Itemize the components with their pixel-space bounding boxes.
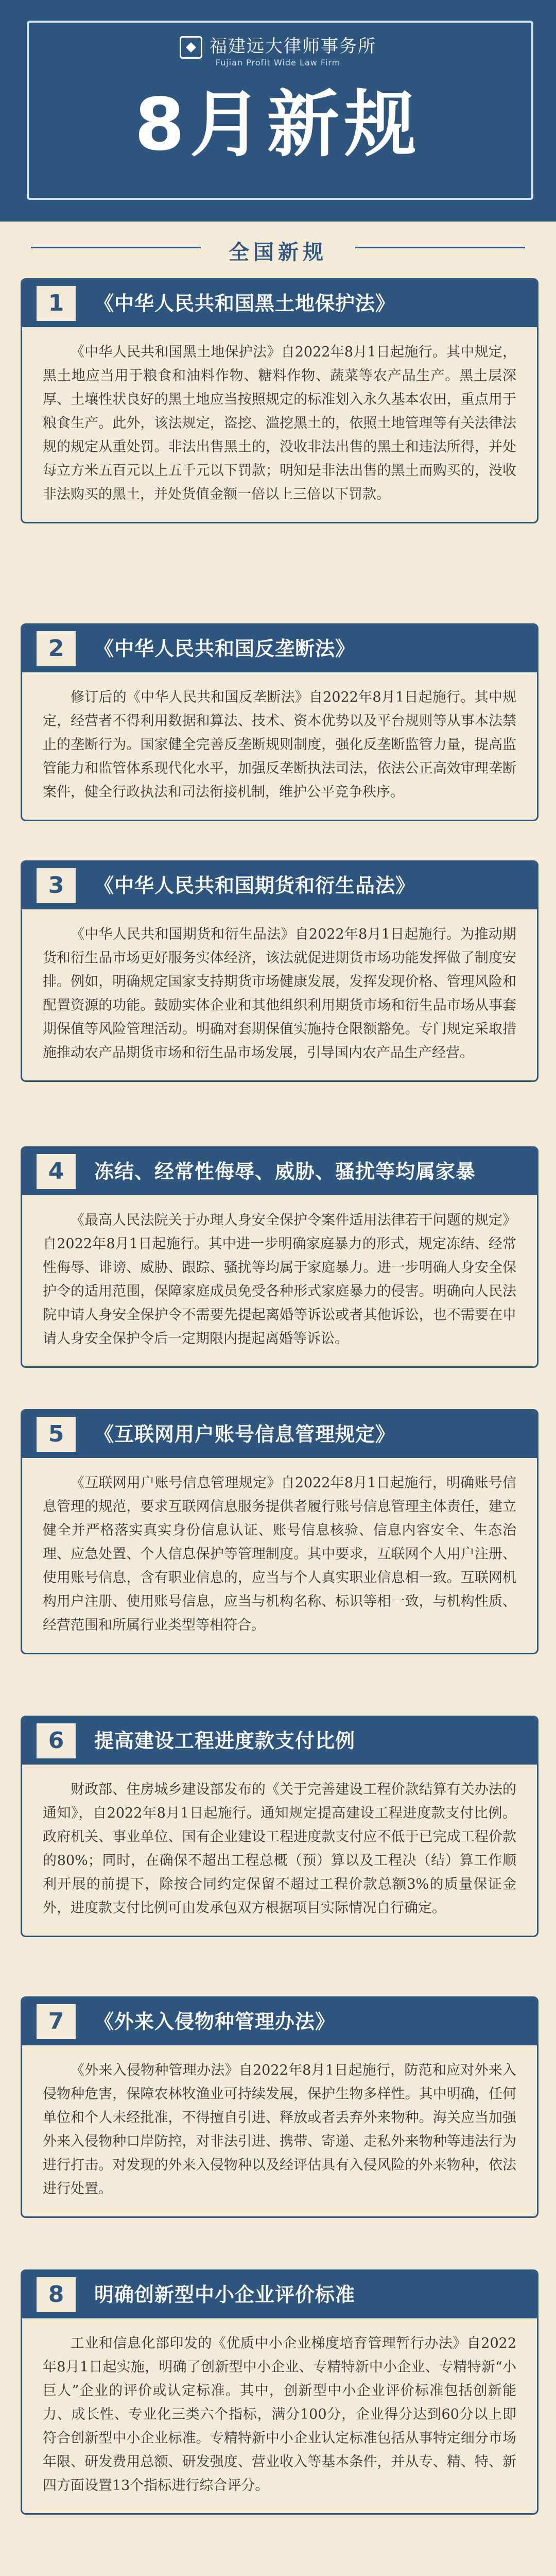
- card-body: 《最高人民法院关于办理人身安全保护令案件适用法律若干问题的规定》自2022年8月1日起施行。其中进一步明确家庭暴力的形式，规定冻结、经常性侮辱、诽谤、威胁、跟踪、骚扰等均属于家庭暴力。进一步明确人身安全保护令的适用范围，保障家庭成员免受各种形式家庭暴力的侵害。明确向人民法院申请人身安全保护令不需要先提起离婚等诉讼或者其他诉讼，也不需要在申请人身安全保护令后一定期限内提起离婚等诉讼。: [43, 1212, 516, 1347]
- regulation-card-1: [21, 278, 538, 523]
- card-header: [22, 1148, 537, 1195]
- card-header: [22, 1998, 537, 2045]
- firm-name-en: Fujian Profit Wide Law Firm: [215, 58, 341, 67]
- regulation-card-4: [21, 1146, 538, 1368]
- card-header: [22, 2271, 537, 2318]
- card-number: 7: [37, 2004, 76, 2039]
- section-title: 全国新规: [229, 241, 327, 264]
- card-body: 《中华人民共和国黑土地保护法》自2022年8月1日起施行。其中规定，黑土地应当用于粮食和油料作物、糖料作物、蔬菜等农产品生产。黑土层深厚、土壤性状良好的黑土地应当按照规定的标准划入永久基本农田，重点用于粮食生产。此外，该法规定，盗挖、滥挖黑土的，依照土地管理等有关法律法规的规定从重处罚。非法出售黑土的，没收非法出售的黑土和违法所得，并处每立方米五百元以上五千元以下罚款；明知是非法出售的黑土而购买的，没收非法购买的黑土，并处货值金额一倍以上三倍以下罚款。: [43, 344, 516, 502]
- card-body: 《中华人民共和国期货和衍生品法》自2022年8月1日起施行。为推动期货和衍生品市场更好服务实体经济，该法就促进期货市场功能发挥做了制度安排。例如，明确规定国家支持期货市场健康发展，发挥发现价格、管理风险和配置资源的功能。鼓励实体企业和其他组织利用期货市场和衍生品市场从事套期保值等风险管理活动。明确对套期保值实施持仓限额豁免。专门规定采取措施推动农产品期货市场和衍生品市场发展，引导国内农产品生产经营。: [43, 926, 516, 1061]
- card-body: 工业和信息化部印发的《优质中小企业梯度培育管理暂行办法》自2022年8月1日起实施，明确了创新型中小企业、专精特新中小企业、专精特新“小巨人”企业的评价或认定标准。其中，创新型中小企业评价标准包括创新能力、成长性、专业化三类六个指标，满分100分，企业得分达到60分以上即符合创新型中小企业标准。专精特新中小企业认定标准包括从事特定细分市场年限、研发费用总额、研发强度、营业收入等基本条件，并从专、精、特、新四方面设置13个指标进行综合评分。: [43, 2335, 516, 2494]
- card-header: [22, 1411, 537, 1458]
- card-title: 《中华人民共和国期货和衍生品法》: [94, 874, 416, 897]
- regulation-card-5: [21, 1409, 538, 1654]
- card-header: [22, 280, 537, 327]
- card-number: 4: [37, 1154, 76, 1189]
- regulation-card-7: [21, 1996, 538, 2218]
- regulation-card-8: [21, 2269, 538, 2515]
- card-body: 修订后的《中华人民共和国反垄断法》自2022年8月1日起施行。其中规定，经营者不得利用数据和算法、技术、资本优势以及平台规则等从事本法禁止的垄断行为。国家健全完善反垄断规则制度，强化反垄断监管力量，提高监管能力和监管体系现代化水平，加强反垄断执法司法，依法公正高效审理垄断案件，健全行政执法和司法衔接机制，维护公平竞争秩序。: [43, 689, 516, 800]
- card-number: 3: [37, 868, 76, 903]
- regulation-card-3: [21, 860, 538, 1082]
- page-title: 8月新规: [134, 83, 422, 167]
- card-header: [22, 625, 537, 672]
- card-number: 2: [37, 631, 76, 666]
- card-title: 明确创新型中小企业评价标准: [94, 2283, 356, 2306]
- card-title: 《外来入侵物种管理办法》: [94, 2010, 336, 2033]
- firm-name-text: 福建远大律师事务所: [210, 36, 376, 57]
- card-number: 6: [37, 1723, 76, 1758]
- card-number: 5: [37, 1417, 76, 1452]
- card-title: 冻结、经常性侮辱、威胁、骚扰等均属家暴: [94, 1160, 476, 1183]
- card-header: [22, 862, 537, 909]
- card-number: 1: [37, 286, 76, 321]
- card-body: 《外来入侵物种管理办法》自2022年8月1日起施行，防范和应对外来入侵物种危害，保障农林牧渔业可持续发展，保护生物多样性。其中明确，任何单位和个人未经批准，不得擅自引进、释放或者丢弃外来物种。海关应当加强外来入侵物种口岸防控，对非法引进、携带、寄递、走私外来物种等违法行为进行打击。对发现的外来入侵物种以及经评估具有入侵风险的外来物种，依法进行处置。: [43, 2062, 516, 2197]
- firm-name: [0, 32, 556, 59]
- card-title: 《中华人民共和国黑土地保护法》: [94, 292, 396, 315]
- card-title: 《中华人民共和国反垄断法》: [94, 637, 356, 660]
- card-header: [22, 1717, 537, 1765]
- divider: [355, 247, 525, 248]
- regulation-card-2: [21, 623, 538, 821]
- firm-logo-icon: [180, 36, 202, 59]
- section-national: [0, 227, 556, 268]
- card-body: 财政部、住房城乡建设部发布的《关于完善建设工程价款结算有关办法的通知》，自2022年8月1日起施行。通知规定提高建设工程进度款支付比例。政府机关、事业单位、国有企业建设工程进度款支付应不低于已完成工程价款的80%；同时，在确保不超出工程总概（预）算以及工程决（结）算工作顺利开展的前提下，除按合同约定保留不超过工程价款总额3%的质量保证金外，进度款支付比例可由发承包双方根据项目实际情况自行确定。: [43, 1782, 516, 1916]
- regulation-card-6: [21, 1716, 538, 1937]
- card-title: 提高建设工程进度款支付比例: [94, 1730, 356, 1752]
- header-banner: [0, 0, 556, 222]
- card-number: 8: [37, 2277, 76, 2312]
- card-title: 《互联网用户账号信息管理规定》: [94, 1423, 396, 1446]
- card-body: 《互联网用户账号信息管理规定》自2022年8月1日起施行，明确账号信息管理的规范，要求互联网信息服务提供者履行账号信息管理主体责任，建立健全并严格落实真实身份信息认证、账号信息核验、信息内容安全、生态治理、应急处置、个人信息保护等管理制度。其中要求，互联网个人用户注册、使用账号信息，含有职业信息的，应当与个人真实职业信息相一致。互联网机构用户注册、使用账号信息，应当与机构名称、标识等相一致，与机构性质、经营范围和所属行业类型等相符合。: [43, 1475, 516, 1633]
